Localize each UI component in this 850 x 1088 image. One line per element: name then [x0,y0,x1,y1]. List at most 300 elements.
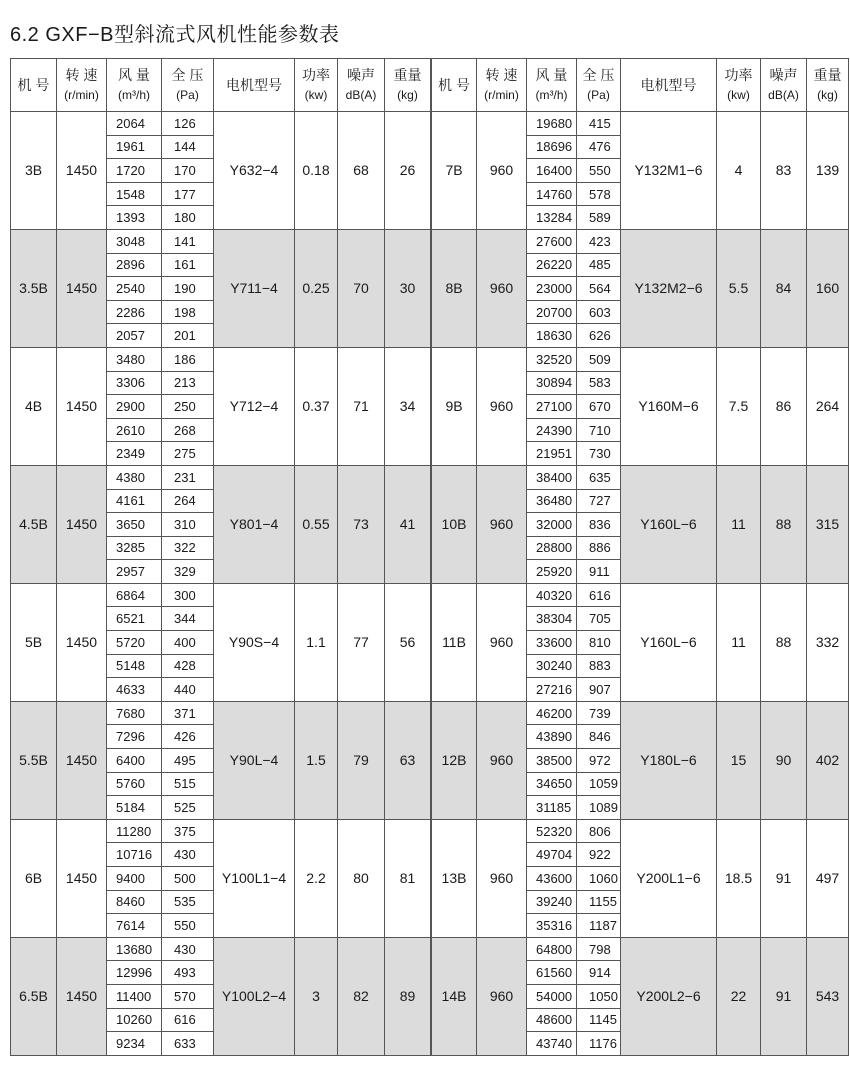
speed-cell: 960 [477,819,527,937]
pressure-cell: 914 [577,961,621,985]
motor-cell: Y160L−6 [621,465,717,583]
header-power: 功率 (kw) [295,59,338,112]
performance-table-left [10,58,431,1056]
pressure-cell: 535 [162,890,214,914]
airflow-cell: 4161 [107,489,162,513]
speed-cell: 960 [477,583,527,701]
model-cell: 9B [432,347,477,465]
airflow-cell: 54000 [527,984,577,1008]
fan-model-group [11,347,431,465]
airflow-cell: 36480 [527,489,577,513]
model-cell: 7B [432,112,477,230]
airflow-cell: 48600 [527,1008,577,1032]
table-row [432,112,849,136]
airflow-cell: 52320 [527,819,577,843]
fan-model-group [11,583,431,701]
weight-cell: 139 [807,112,849,230]
fan-model-group [11,701,431,819]
airflow-cell: 4380 [107,465,162,489]
header-motor: 电机型号 [621,59,717,112]
airflow-cell: 7296 [107,725,162,749]
pressure-cell: 836 [577,513,621,537]
pressure-cell: 1187 [577,914,621,938]
airflow-cell: 20700 [527,300,577,324]
power-cell: 22 [717,937,761,1055]
pressure-cell: 310 [162,513,214,537]
airflow-cell: 2064 [107,112,162,136]
airflow-cell: 6400 [107,749,162,773]
airflow-cell: 25920 [527,560,577,584]
pressure-cell: 1089 [577,796,621,820]
pressure-cell: 213 [162,371,214,395]
weight-cell: 497 [807,819,849,937]
pressure-cell: 250 [162,395,214,419]
header-speed: 转 速 (r/min) [477,59,527,112]
motor-cell: Y100L2−4 [214,937,295,1055]
weight-cell: 160 [807,229,849,347]
noise-cell: 90 [761,701,807,819]
model-cell: 4B [11,347,57,465]
header-weight: 重量 (kg) [807,59,849,112]
pressure-cell: 570 [162,984,214,1008]
model-cell: 8B [432,229,477,347]
pressure-cell: 525 [162,796,214,820]
airflow-cell: 27600 [527,229,577,253]
motor-cell: Y801−4 [214,465,295,583]
pressure-cell: 806 [577,819,621,843]
noise-cell: 80 [338,819,385,937]
power-cell: 7.5 [717,347,761,465]
weight-cell: 26 [385,112,431,230]
table-row [11,229,431,253]
pressure-cell: 141 [162,229,214,253]
airflow-cell: 16400 [527,159,577,183]
airflow-cell: 8460 [107,890,162,914]
airflow-cell: 40320 [527,583,577,607]
airflow-cell: 30894 [527,371,577,395]
airflow-cell: 12996 [107,961,162,985]
pressure-cell: 515 [162,772,214,796]
header-model: 机 号 [432,59,477,112]
pressure-cell: 616 [577,583,621,607]
pressure-cell: 375 [162,819,214,843]
airflow-cell: 34650 [527,772,577,796]
performance-table-right [431,58,849,1056]
fan-model-group [432,347,849,465]
speed-cell: 1450 [57,229,107,347]
pressure-cell: 177 [162,182,214,206]
weight-cell: 315 [807,465,849,583]
airflow-cell: 43740 [527,1032,577,1056]
pressure-cell: 911 [577,560,621,584]
airflow-cell: 2286 [107,300,162,324]
power-cell: 1.1 [295,583,338,701]
pressure-cell: 730 [577,442,621,466]
model-cell: 14B [432,937,477,1055]
header-airflow: 风 量 (m³/h) [527,59,577,112]
pressure-cell: 231 [162,465,214,489]
model-cell: 6B [11,819,57,937]
airflow-cell: 10260 [107,1008,162,1032]
pressure-cell: 428 [162,654,214,678]
pressure-cell: 329 [162,560,214,584]
pressure-cell: 633 [162,1032,214,1056]
model-cell: 5.5B [11,701,57,819]
airflow-cell: 27100 [527,395,577,419]
pressure-cell: 603 [577,300,621,324]
airflow-cell: 49704 [527,843,577,867]
speed-cell: 1450 [57,465,107,583]
speed-cell: 960 [477,465,527,583]
pressure-cell: 626 [577,324,621,348]
noise-cell: 84 [761,229,807,347]
pressure-cell: 400 [162,631,214,655]
pressure-cell: 144 [162,135,214,159]
airflow-cell: 1720 [107,159,162,183]
motor-cell: Y200L2−6 [621,937,717,1055]
fan-model-group [11,937,431,1055]
pressure-cell: 1145 [577,1008,621,1032]
airflow-cell: 18696 [527,135,577,159]
pressure-cell: 440 [162,678,214,702]
model-cell: 5B [11,583,57,701]
table-row [11,701,431,725]
header-row [432,59,849,112]
power-cell: 4 [717,112,761,230]
airflow-cell: 5148 [107,654,162,678]
pressure-cell: 886 [577,536,621,560]
motor-cell: Y132M2−6 [621,229,717,347]
fan-model-group [432,937,849,1055]
pressure-cell: 550 [162,914,214,938]
table-row [432,465,849,489]
model-cell: 13B [432,819,477,937]
pressure-cell: 430 [162,937,214,961]
airflow-cell: 9234 [107,1032,162,1056]
airflow-cell: 5760 [107,772,162,796]
noise-cell: 73 [338,465,385,583]
speed-cell: 960 [477,701,527,819]
airflow-cell: 19680 [527,112,577,136]
pressure-cell: 493 [162,961,214,985]
airflow-cell: 39240 [527,890,577,914]
fan-model-group [432,583,849,701]
fan-model-group [432,229,849,347]
weight-cell: 34 [385,347,431,465]
noise-cell: 88 [761,465,807,583]
header-row [11,59,431,112]
power-cell: 11 [717,465,761,583]
pressure-cell: 739 [577,701,621,725]
table-row [432,347,849,371]
noise-cell: 91 [761,937,807,1055]
header-speed: 转 速 (r/min) [57,59,107,112]
airflow-cell: 64800 [527,937,577,961]
pressure-cell: 198 [162,300,214,324]
noise-cell: 70 [338,229,385,347]
airflow-cell: 2900 [107,395,162,419]
pressure-cell: 415 [577,112,621,136]
model-cell: 4.5B [11,465,57,583]
header-weight: 重量 (kg) [385,59,431,112]
airflow-cell: 6521 [107,607,162,631]
airflow-cell: 38500 [527,749,577,773]
noise-cell: 86 [761,347,807,465]
pressure-cell: 670 [577,395,621,419]
pressure-cell: 371 [162,701,214,725]
pressure-cell: 275 [162,442,214,466]
noise-cell: 68 [338,112,385,230]
pressure-cell: 509 [577,347,621,371]
pressure-cell: 201 [162,324,214,348]
noise-cell: 88 [761,583,807,701]
airflow-cell: 2896 [107,253,162,277]
airflow-cell: 9400 [107,867,162,891]
airflow-cell: 10716 [107,843,162,867]
weight-cell: 543 [807,937,849,1055]
pressure-cell: 1059 [577,772,621,796]
motor-cell: Y712−4 [214,347,295,465]
airflow-cell: 38400 [527,465,577,489]
motor-cell: Y711−4 [214,229,295,347]
header-pressure: 全 压 (Pa) [577,59,621,112]
pressure-cell: 710 [577,418,621,442]
model-cell: 3.5B [11,229,57,347]
airflow-cell: 13680 [107,937,162,961]
speed-cell: 960 [477,937,527,1055]
table-row [11,583,431,607]
pressure-cell: 798 [577,937,621,961]
speed-cell: 960 [477,347,527,465]
airflow-cell: 28800 [527,536,577,560]
airflow-cell: 5184 [107,796,162,820]
noise-cell: 71 [338,347,385,465]
airflow-cell: 43600 [527,867,577,891]
airflow-cell: 2540 [107,277,162,301]
motor-cell: Y180L−6 [621,701,717,819]
power-cell: 18.5 [717,819,761,937]
pressure-cell: 907 [577,678,621,702]
model-cell: 3B [11,112,57,230]
pressure-cell: 578 [577,182,621,206]
speed-cell: 1450 [57,701,107,819]
weight-cell: 402 [807,701,849,819]
pressure-cell: 268 [162,418,214,442]
pressure-cell: 423 [577,229,621,253]
pressure-cell: 1060 [577,867,621,891]
motor-cell: Y90L−4 [214,701,295,819]
model-cell: 11B [432,583,477,701]
noise-cell: 83 [761,112,807,230]
airflow-cell: 26220 [527,253,577,277]
airflow-cell: 1548 [107,182,162,206]
airflow-cell: 13284 [527,206,577,230]
header-model: 机 号 [11,59,57,112]
weight-cell: 89 [385,937,431,1055]
table-row [11,347,431,371]
speed-cell: 1450 [57,347,107,465]
pressure-cell: 500 [162,867,214,891]
pressure-cell: 322 [162,536,214,560]
pressure-cell: 705 [577,607,621,631]
fan-model-group [11,112,431,230]
airflow-cell: 33600 [527,631,577,655]
airflow-cell: 3048 [107,229,162,253]
power-cell: 0.18 [295,112,338,230]
weight-cell: 56 [385,583,431,701]
power-cell: 0.55 [295,465,338,583]
motor-cell: Y632−4 [214,112,295,230]
table-row [432,819,849,843]
airflow-cell: 1961 [107,135,162,159]
airflow-cell: 61560 [527,961,577,985]
model-cell: 10B [432,465,477,583]
pressure-cell: 190 [162,277,214,301]
motor-cell: Y100L1−4 [214,819,295,937]
pressure-cell: 186 [162,347,214,371]
airflow-cell: 32520 [527,347,577,371]
airflow-cell: 3650 [107,513,162,537]
airflow-cell: 46200 [527,701,577,725]
page-title: 6.2 GXF−B型斜流式风机性能参数表 [10,24,340,46]
airflow-cell: 2057 [107,324,162,348]
airflow-cell: 21951 [527,442,577,466]
airflow-cell: 2349 [107,442,162,466]
speed-cell: 960 [477,112,527,230]
table-row [11,112,431,136]
table-row [432,583,849,607]
weight-cell: 63 [385,701,431,819]
pressure-cell: 727 [577,489,621,513]
pressure-cell: 495 [162,749,214,773]
motor-cell: Y90S−4 [214,583,295,701]
airflow-cell: 38304 [527,607,577,631]
power-cell: 11 [717,583,761,701]
pressure-cell: 1050 [577,984,621,1008]
airflow-cell: 6864 [107,583,162,607]
pressure-cell: 550 [577,159,621,183]
table-row [11,819,431,843]
airflow-cell: 18630 [527,324,577,348]
noise-cell: 82 [338,937,385,1055]
noise-cell: 79 [338,701,385,819]
pressure-cell: 161 [162,253,214,277]
pressure-cell: 583 [577,371,621,395]
fan-model-group [11,229,431,347]
weight-cell: 30 [385,229,431,347]
power-cell: 0.37 [295,347,338,465]
airflow-cell: 35316 [527,914,577,938]
power-cell: 3 [295,937,338,1055]
header-power: 功率 (kw) [717,59,761,112]
weight-cell: 41 [385,465,431,583]
power-cell: 5.5 [717,229,761,347]
pressure-cell: 126 [162,112,214,136]
pressure-cell: 883 [577,654,621,678]
noise-cell: 77 [338,583,385,701]
model-cell: 12B [432,701,477,819]
airflow-cell: 32000 [527,513,577,537]
header-pressure: 全 压 (Pa) [162,59,214,112]
pressure-cell: 264 [162,489,214,513]
noise-cell: 91 [761,819,807,937]
pressure-cell: 972 [577,749,621,773]
weight-cell: 264 [807,347,849,465]
airflow-cell: 4633 [107,678,162,702]
pressure-cell: 476 [577,135,621,159]
table-row [432,937,849,961]
model-cell: 6.5B [11,937,57,1055]
airflow-cell: 11280 [107,819,162,843]
header-noise: 噪声 dB(A) [761,59,807,112]
table-row [432,701,849,725]
pressure-cell: 846 [577,725,621,749]
airflow-cell: 27216 [527,678,577,702]
airflow-cell: 11400 [107,984,162,1008]
header-motor: 电机型号 [214,59,295,112]
airflow-cell: 2610 [107,418,162,442]
speed-cell: 1450 [57,583,107,701]
airflow-cell: 3285 [107,536,162,560]
speed-cell: 1450 [57,112,107,230]
power-cell: 15 [717,701,761,819]
fan-model-group [432,819,849,937]
airflow-cell: 31185 [527,796,577,820]
airflow-cell: 7680 [107,701,162,725]
pressure-cell: 485 [577,253,621,277]
pressure-cell: 1176 [577,1032,621,1056]
table-row [11,465,431,489]
pressure-cell: 564 [577,277,621,301]
airflow-cell: 43890 [527,725,577,749]
pressure-cell: 300 [162,583,214,607]
motor-cell: Y160L−6 [621,583,717,701]
weight-cell: 81 [385,819,431,937]
pressure-cell: 344 [162,607,214,631]
motor-cell: Y160M−6 [621,347,717,465]
fan-model-group [11,465,431,583]
pressure-cell: 589 [577,206,621,230]
motor-cell: Y132M1−6 [621,112,717,230]
power-cell: 0.25 [295,229,338,347]
pressure-cell: 180 [162,206,214,230]
header-noise: 噪声 dB(A) [338,59,385,112]
airflow-cell: 1393 [107,206,162,230]
airflow-cell: 14760 [527,182,577,206]
speed-cell: 1450 [57,937,107,1055]
pressure-cell: 616 [162,1008,214,1032]
pressure-cell: 170 [162,159,214,183]
airflow-cell: 3306 [107,371,162,395]
table-row [11,937,431,961]
airflow-cell: 5720 [107,631,162,655]
table-row [432,229,849,253]
fan-model-group [432,112,849,230]
pressure-cell: 810 [577,631,621,655]
airflow-cell: 24390 [527,418,577,442]
fan-model-group [11,819,431,937]
power-cell: 2.2 [295,819,338,937]
airflow-cell: 3480 [107,347,162,371]
motor-cell: Y200L1−6 [621,819,717,937]
pressure-cell: 922 [577,843,621,867]
airflow-cell: 2957 [107,560,162,584]
pressure-cell: 430 [162,843,214,867]
speed-cell: 1450 [57,819,107,937]
airflow-cell: 23000 [527,277,577,301]
header-airflow: 风 量 (m³/h) [107,59,162,112]
fan-model-group [432,465,849,583]
